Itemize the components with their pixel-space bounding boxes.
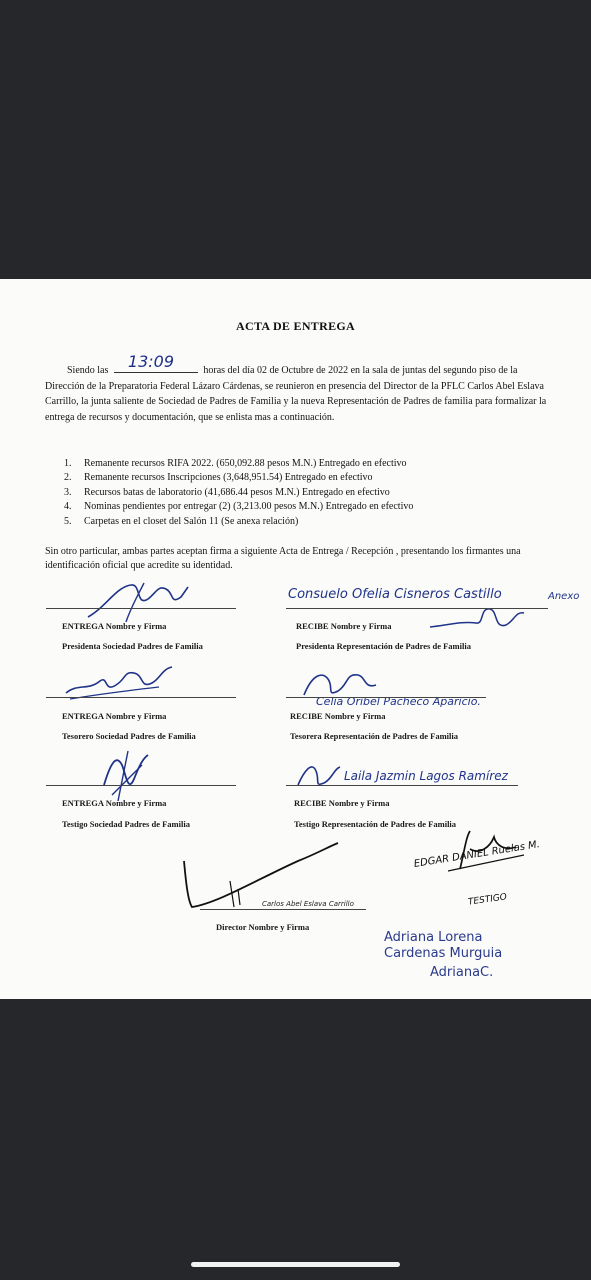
list-item: 2. Remanente recursos Inscripciones (3,648,951.54) Entregado en efectivo [64,472,373,484]
intro-body: horas del día 02 de Octubre de 2022 en la sala de juntas del segundo piso de la Dirección de la Preparatoria Federal Lázaro Cárdenas, se reunieron en presencia del Director de la PFLC Carlos Abel Eslava Carrillo, la junta saliente de Sociedad de Padres de Familia y la nueva Representación de Padres de familia para formalizar la entrega de recursos y documentación, que se enlista mas a continuación. [45,365,547,423]
recibe-3-role: Testigo Representación de Padres de Familia [294,819,457,829]
entrega-3-label: ENTREGA Nombre y Firma [62,798,167,808]
extra-handwritten-name-2: Cardenas Murguia [384,946,503,961]
intro-prefix: Siendo las [67,365,109,376]
extra-handwritten-name-1: Adriana Lorena [384,930,483,945]
signature-line-entrega-3 [46,785,236,786]
signature-line-recibe-3 [286,785,518,786]
extra-handwritten-name-3: AdrianaC. [430,965,494,980]
entrega-2-role: Tesorero Sociedad Padres de Familia [62,731,196,741]
recibe-1-note: Anexo [548,591,580,602]
time-handwritten: 13:09 [127,352,174,371]
time-blank [114,352,198,373]
signature-entrega-1 [86,577,196,627]
witness-handwritten-role: TESTIGO [467,892,508,908]
signature-line-director [200,909,366,910]
recibe-1-handwritten-name: Consuelo Ofelia Cisneros Castillo [288,587,502,602]
items-list [64,457,544,529]
entrega-2-label: ENTREGA Nombre y Firma [62,711,167,721]
witness-handwritten-name: EDGAR DANIEL Ruelas M. [413,839,541,870]
signature-line-entrega-2 [46,697,236,698]
list-item: 4. Nominas pendientes por entregar (2) (3,213.00 pesos M.N.) Entregado en efectivo [64,501,414,513]
recibe-3-label: RECIBE Nombre y Firma [294,798,390,808]
intro-paragraph [45,352,550,425]
director-label: Director Nombre y Firma [216,922,310,932]
closing-paragraph: Sin otro particular, ambas partes aceptan firma a siguiente Acta de Entrega / Recepción , presentando los firmantes una identificación oficial que acredite su identidad. [45,546,521,571]
document-page [0,279,591,999]
list-item: 5. Carpetas en el closet del Salón 11 (Se anexa relación) [64,515,299,527]
signature-recibe-1 [428,599,528,639]
signature-line-recibe-2 [286,697,486,698]
signature-line-recibe-1 [286,608,548,609]
recibe-2-handwritten-name: Celia Oribel Pacheco Aparicio. [316,695,481,708]
recibe-1-role: Presidenta Representación de Padres de Familia [296,641,471,651]
entrega-3-role: Testigo Sociedad Padres de Familia [62,819,190,829]
home-indicator[interactable] [191,1262,400,1267]
director-handwritten-name: Carlos Abel Eslava Carrillo [262,900,354,908]
entrega-1-label: ENTREGA Nombre y Firma [62,621,167,631]
entrega-1-role: Presidenta Sociedad Padres de Familia [62,641,203,651]
recibe-2-label: RECIBE Nombre y Firma [290,711,386,721]
list-item: 3. Recursos batas de laboratorio (41,686.44 pesos M.N.) Entregado en efectivo [64,486,390,498]
recibe-2-role: Tesorera Representación de Padres de Familia [290,731,459,741]
document-title: ACTA DE ENTREGA [236,319,355,333]
signature-entrega-3 [98,745,158,805]
recibe-1-label: RECIBE Nombre y Firma [296,621,392,631]
signature-line-entrega-1 [46,608,236,609]
recibe-3-handwritten-name: Laila Jazmin Lagos Ramírez [344,769,508,783]
list-item: 1. Remanente recursos RIFA 2022. (650,092.88 pesos M.N.) Entregado en efectivo [64,458,407,469]
